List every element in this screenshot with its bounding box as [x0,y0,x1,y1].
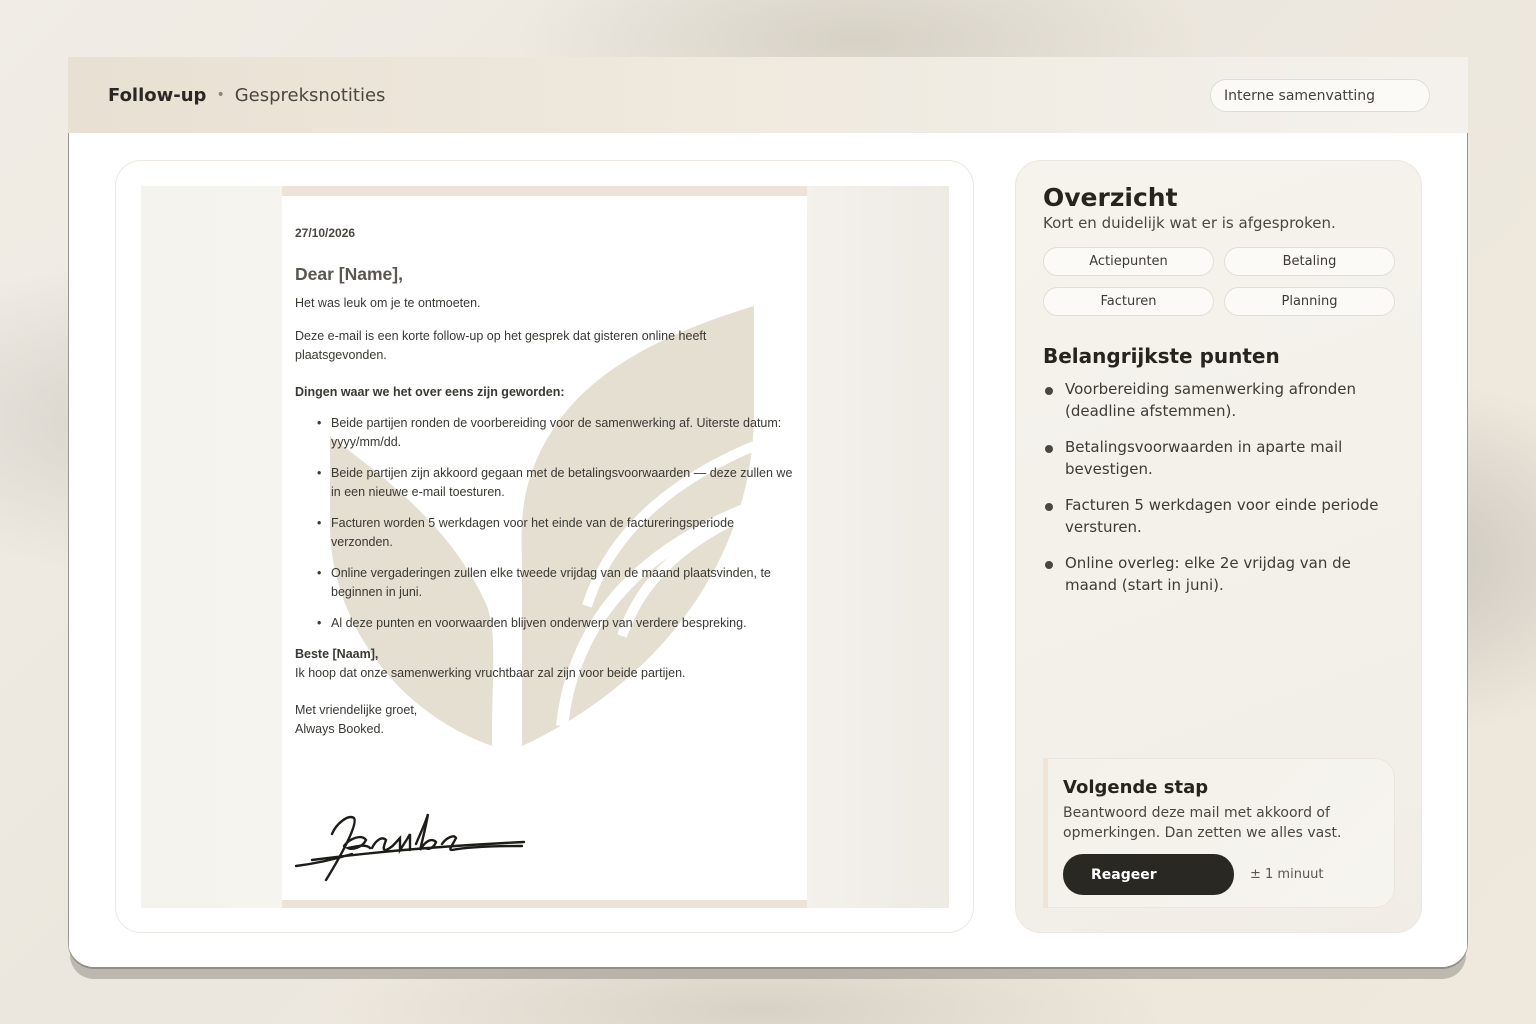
overview-subtitle: Kort en duidelijk wat er is afgesproken. [1043,214,1336,232]
list-item: • Al deze punten en voorwaarden blijven onderwerp van verdere bespreking. [295,614,795,633]
list-item [1043,436,1388,480]
list-item [1043,552,1388,596]
document-preview[interactable] [141,186,949,908]
page-title: Follow-up [108,84,207,106]
reply-button[interactable]: Reageer [1063,854,1234,895]
bullet-icon [1045,387,1053,395]
letter-sender: Always Booked. [295,722,384,736]
time-estimate: ± 1 minuut [1250,867,1324,882]
app-window [68,57,1468,967]
list-item [1043,494,1388,538]
list-item: • Online vergaderingen zullen elke tweede vrijdag van de maand plaatsvinden, te beginnen in juni. [295,564,795,602]
letter-intro: Het was leuk om je te ontmoeten. [295,296,481,310]
key-points-list [1043,378,1388,610]
agreements-list [295,414,795,633]
top-bar [68,57,1468,133]
letter-paragraph: Deze e-mail is een korte follow-up op het gesprek dat gisteren online heeft plaatsgevonden. [295,329,707,362]
chip-facturen[interactable]: Facturen [1043,287,1214,316]
key-point-text: Online overleg: elke 2e vrijdag van de maand (start in juni). [1065,554,1351,594]
overview-title: Overzicht [1043,183,1178,212]
letter-greeting: Dear [Name], [295,264,403,284]
list-item: • Beide partijen zijn akkoord gegaan met de betalingsvoorwaarden — deze zullen we in een nieuwe e-mail toesturen. [295,464,795,502]
handwritten-signature [292,794,532,884]
overview-panel [1015,160,1422,933]
key-point-text: Voorbereiding samenwerking afronden (deadline afstemmen). [1065,380,1357,420]
letter-closing-text: Ik hoop dat onze samenwerking vruchtbaar zal zijn voor beide partijen. [295,666,686,680]
letter-salutation: Beste [Naam], [295,647,379,661]
filter-chips [1043,247,1397,316]
key-points-title: Belangrijkste punten [1043,344,1280,368]
chip-betaling[interactable]: Betaling [1224,247,1395,276]
letter-top-band [282,186,807,196]
search-input[interactable] [1210,79,1430,112]
next-step-title: Volgende stap [1063,777,1209,798]
letter-bottom-band [282,900,807,908]
chip-planning[interactable]: Planning [1224,287,1395,316]
list-item [1043,378,1388,422]
bullet-icon [1045,503,1053,511]
letter-sign-off: Met vriendelijke groet, [295,703,418,717]
next-step-card [1043,758,1395,908]
breadcrumb-separator: • [216,87,225,103]
list-item: • Facturen worden 5 werkdagen voor het einde van de factureringsperiode verzonden. [295,514,795,552]
letter-page [282,186,807,908]
bullet-icon [1045,445,1053,453]
letter-date: 27/10/2026 [295,226,356,240]
key-point-text: Betalingsvoorwaarden in aparte mail bevestigen. [1065,438,1343,478]
bullet-icon [1045,561,1053,569]
list-item: • Beide partijen ronden de voorbereiding voor de samenwerking af. Uiterste datum: yyyy/mm/dd. [295,414,795,452]
breadcrumb[interactable]: Gespreksnotities [234,84,386,106]
document-card [115,160,974,933]
agreements-heading: Dingen waar we het over eens zijn geworden: [295,385,565,399]
key-point-text: Facturen 5 werkdagen voor einde periode versturen. [1065,496,1379,536]
chip-actiepunten[interactable]: Actiepunten [1043,247,1214,276]
next-step-text: Beantwoord deze mail met akkoord of opmerkingen. Dan zetten we alles vast. [1063,805,1342,841]
